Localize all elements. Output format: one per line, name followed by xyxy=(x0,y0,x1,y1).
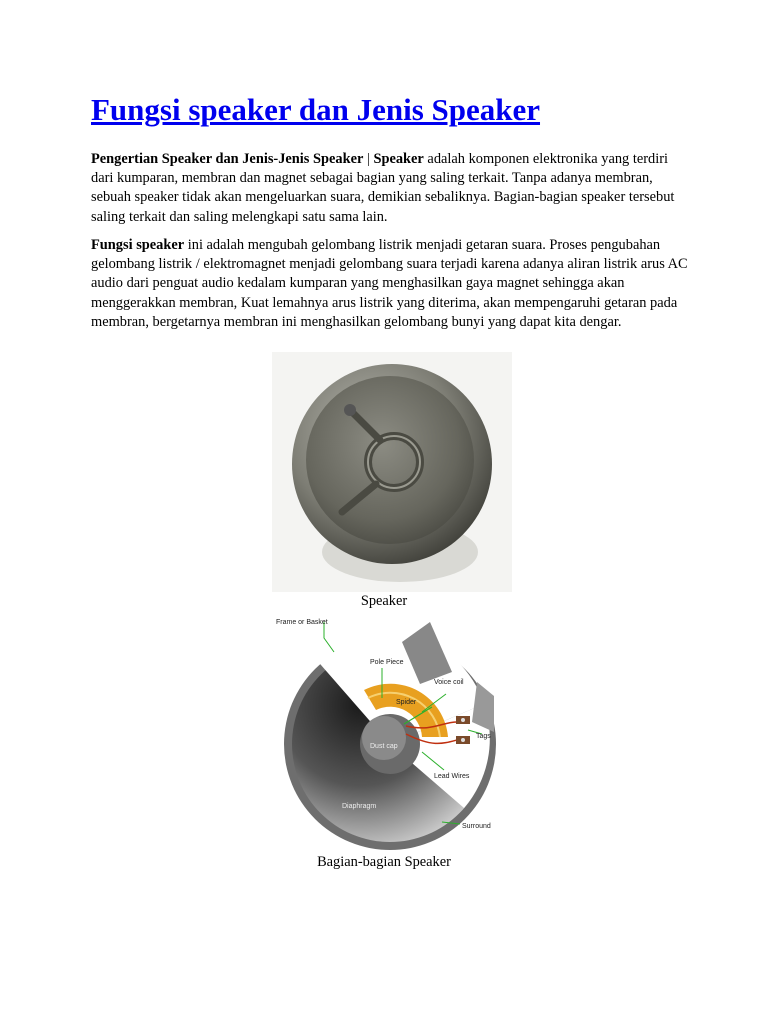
speaker-photo xyxy=(272,352,512,592)
label-dust-cap: Dust cap xyxy=(370,743,398,750)
paragraph-definition xyxy=(91,150,691,227)
label-diaphragm: Diaphragm xyxy=(342,803,377,810)
label-surround: Surround xyxy=(462,823,491,830)
parts-caption: Bagian-bagian Speaker xyxy=(317,854,451,870)
label-lead-wires: Lead Wires xyxy=(434,773,470,780)
function-lead: Fungsi speaker xyxy=(91,237,185,253)
function-text: ini adalah mengubah gelombang listrik menjadi getaran suara. Proses pengubahan gelombang listrik / elektromagnet menjadi gelombang suara terjadi karena adanya aliran listrik arus AC audio dari penguat audio kedalam kumparan yang menghasilkan gaya magnet sehingga akan menggerakkan membran, Kuat lemahnya arus listrik yang diterima, akan mempengaruhi getaran pada membran, bergetarnya membran ini menghasilkan gelombang bunyi yang dapat kita dengar. xyxy=(91,237,688,330)
speaker-caption: Speaker xyxy=(360,593,408,609)
definition-term: Speaker xyxy=(373,151,424,167)
definition-separator: | xyxy=(363,151,374,167)
label-voice-coil: Voice coil xyxy=(434,679,464,686)
label-spider: Spider xyxy=(396,699,417,706)
label-frame: Frame or Basket xyxy=(276,619,328,626)
label-pole-piece: Pole Piece xyxy=(370,659,404,666)
paragraph-function xyxy=(91,236,691,332)
definition-lead: Pengertian Speaker dan Jenis-Jenis Speaker xyxy=(91,151,364,167)
label-tags: Tags xyxy=(476,733,491,740)
definition-text: adalah komponen elektronika yang terdiri dari kumparan, membran dan magnet sebagai bagian yang saling terkait. Tanpa adanya membran, sebuah speaker tidak akan mengeluarkan suara, demikian sebaliknya. Bagian-bagian speaker tersebut saling terkait dan saling melengkapi satu sama lain. xyxy=(91,151,675,225)
speaker-parts-diagram xyxy=(272,612,522,850)
page-title[interactable]: Fungsi speaker dan Jenis Speaker xyxy=(91,92,541,127)
